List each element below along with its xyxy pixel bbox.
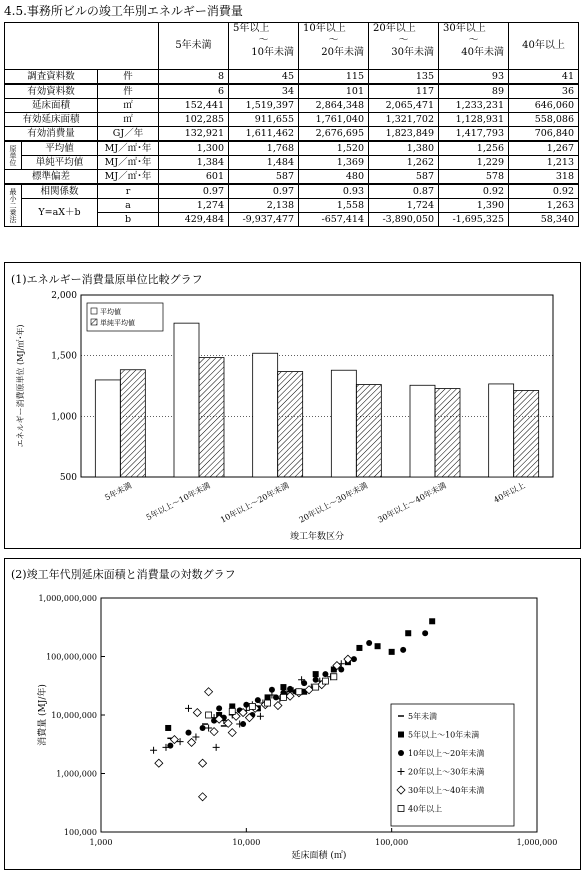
energy-table: [4, 22, 579, 227]
legend-label: 30年以上～40年未満: [408, 786, 485, 795]
value-cell: -1,695,325: [439, 213, 509, 227]
column-header: [299, 23, 369, 70]
column-header-label: 30年以上: [443, 23, 486, 34]
column-header-label: 40年以上: [522, 40, 565, 51]
column-header-label: 10年未満: [251, 47, 294, 58]
column-header: [159, 23, 229, 70]
page-title: 4.5.事務所ビルの竣工年別エネルギー消費量: [4, 4, 243, 18]
legend-label: 10年以上～20年未満: [408, 749, 485, 758]
data-point: [313, 684, 319, 690]
row-unit: GJ／年: [98, 127, 159, 142]
row-group-label: 原単位: [5, 141, 22, 170]
data-point: [422, 630, 428, 636]
value-cell: 93: [439, 70, 509, 85]
legend-label: 平均値: [100, 308, 121, 316]
x-tick-label: 5年以上～10年未満: [144, 480, 212, 523]
value-cell: 1,823,849: [369, 127, 439, 142]
value-cell: 2,138: [229, 199, 299, 213]
column-header-label: 20年未満: [321, 47, 364, 58]
y-tick-label: 1,000,000,000: [38, 594, 97, 603]
bar: [174, 323, 199, 477]
row-label: 有効延床面積: [5, 113, 98, 127]
value-cell: 1,229: [439, 156, 509, 170]
data-point: [206, 712, 212, 718]
value-cell: 58,340: [509, 213, 579, 227]
bar: [199, 358, 224, 477]
y-tick-label: 1,500: [51, 351, 77, 362]
value-cell: -657,414: [299, 213, 369, 227]
value-cell: 1,380: [369, 141, 439, 156]
bar: [95, 380, 120, 477]
column-header-label: 5年以上: [233, 23, 270, 34]
table-row: [5, 170, 579, 185]
scatter-chart: [5, 559, 580, 869]
row-label: 調査資料数: [5, 70, 98, 85]
x-tick-label: 100,000: [375, 838, 409, 847]
data-point: [313, 671, 319, 677]
legend-swatch: [91, 308, 97, 314]
value-cell: 1,267: [509, 141, 579, 156]
value-cell: 1,558: [299, 199, 369, 213]
value-cell: 41: [509, 70, 579, 85]
data-point: [165, 725, 171, 731]
value-cell: 102,285: [159, 113, 229, 127]
data-point: [313, 677, 319, 683]
y-axis-label: 消費量 (MJ/年): [38, 684, 48, 746]
value-cell: 1,484: [229, 156, 299, 170]
column-header-label: 5年未満: [175, 40, 212, 51]
legend-swatch: [91, 319, 97, 325]
value-cell: 8: [159, 70, 229, 85]
value-cell: 480: [299, 170, 369, 185]
chart-title: (2)竣工年代別延床面積と消費量の対数グラフ: [11, 568, 236, 581]
data-point: [229, 708, 235, 714]
data-point: [296, 689, 302, 695]
value-cell: 135: [369, 70, 439, 85]
data-point: [216, 705, 222, 711]
value-cell: 89: [439, 84, 509, 99]
column-header: [229, 23, 299, 70]
y-tick-label: 100,000: [63, 828, 97, 837]
column-header-label: ～: [328, 35, 339, 46]
formula-label: Y=aX＋b: [22, 199, 98, 227]
y-tick-label: 10,000,000: [51, 711, 97, 720]
value-cell: 2,864,348: [299, 99, 369, 113]
value-cell: 587: [229, 170, 299, 185]
column-header: [369, 23, 439, 70]
value-cell: 1,519,397: [229, 99, 299, 113]
table-row: [5, 84, 579, 99]
value-cell: 578: [439, 170, 509, 185]
legend-label: 5年以上～10年未満: [408, 730, 480, 740]
value-cell: -9,937,477: [229, 213, 299, 227]
x-tick-label: 40年以上: [492, 480, 527, 505]
row-label: 平均値: [22, 141, 98, 156]
legend-marker: [398, 806, 404, 812]
data-point: [280, 694, 286, 700]
value-cell: 1,390: [439, 199, 509, 213]
value-cell: 911,655: [229, 113, 299, 127]
legend-label: 単純平均値: [100, 319, 135, 327]
y-tick-label: 100,000,000: [46, 652, 97, 662]
data-point: [429, 618, 435, 624]
row-label: 延床面積: [5, 99, 98, 113]
x-tick-label: 10,000: [232, 838, 261, 847]
value-cell: 429,484: [159, 213, 229, 227]
row-unit: ㎡: [98, 99, 159, 113]
legend-marker: [398, 750, 404, 756]
row-label: 有効資料数: [5, 84, 98, 99]
x-tick-label: 30年以上～40年未満: [376, 480, 448, 525]
bar-chart-panel: [4, 262, 581, 549]
value-cell: 0.92: [439, 184, 509, 199]
y-axis-label: エネルギー消費原単位 (MJ/㎡･年): [16, 324, 25, 448]
column-header: [439, 23, 509, 70]
value-cell: 117: [369, 84, 439, 99]
table-row: [5, 141, 579, 156]
value-cell: 1,611,462: [229, 127, 299, 142]
value-cell: 1,384: [159, 156, 229, 170]
table-row: [5, 184, 579, 199]
column-header-label: 30年未満: [391, 47, 434, 58]
y-tick-label: 500: [59, 473, 77, 483]
row-label: 有効消費量: [5, 127, 98, 142]
bar: [514, 390, 539, 477]
x-tick-label: 5年未満: [103, 480, 134, 503]
row-unit: MJ／㎡･年: [98, 141, 159, 156]
value-cell: 1,417,793: [439, 127, 509, 142]
column-header: [509, 23, 579, 70]
value-cell: 1,262: [369, 156, 439, 170]
table-row: [5, 70, 579, 85]
data-point: [331, 674, 337, 680]
x-tick-label: 1,000,000: [516, 838, 558, 847]
value-cell: 1,321,702: [369, 113, 439, 127]
column-header-label: 40年未満: [461, 47, 504, 58]
column-header-label: ～: [258, 35, 269, 46]
value-cell: 1,213: [509, 156, 579, 170]
data-point: [200, 725, 206, 731]
bar: [489, 384, 514, 477]
bar: [410, 385, 435, 477]
header-blank: [5, 23, 159, 70]
value-cell: 1,128,931: [439, 113, 509, 127]
value-cell: 36: [509, 84, 579, 99]
value-cell: 706,840: [509, 127, 579, 142]
value-cell: 1,233,231: [439, 99, 509, 113]
legend-label: 40年以上: [408, 804, 443, 814]
x-axis-label: 竣工年数区分: [289, 532, 345, 542]
data-point: [356, 645, 362, 651]
bar: [253, 353, 278, 477]
legend-label: 20年以上～30年未満: [408, 767, 485, 777]
row-label: 単純平均値: [22, 156, 98, 170]
value-cell: 115: [299, 70, 369, 85]
data-point: [249, 703, 255, 709]
row-unit: a: [98, 199, 159, 213]
value-cell: 587: [369, 170, 439, 185]
y-tick-label: 1,000: [51, 412, 77, 423]
data-point: [322, 671, 328, 677]
legend-marker: [398, 732, 404, 738]
value-cell: 558,086: [509, 113, 579, 127]
bar: [435, 389, 460, 477]
row-unit: r: [98, 184, 159, 199]
x-tick-label: 20年以上～30年未満: [297, 480, 370, 525]
data-point: [280, 684, 286, 690]
row-group-label: 最小二乗法: [5, 184, 22, 227]
value-cell: 6: [159, 84, 229, 99]
row-unit: b: [98, 213, 159, 227]
value-cell: 0.93: [299, 184, 369, 199]
data-point: [400, 647, 406, 653]
data-point: [185, 730, 191, 736]
value-cell: 646,060: [509, 99, 579, 113]
data-point: [265, 700, 271, 706]
row-unit: 件: [98, 70, 159, 85]
value-cell: 152,441: [159, 99, 229, 113]
value-cell: 601: [159, 170, 229, 185]
value-cell: 1,274: [159, 199, 229, 213]
row-label: 相関係数: [22, 184, 98, 199]
scatter-chart-panel: [4, 558, 581, 870]
row-unit: 件: [98, 84, 159, 99]
data-point: [389, 649, 395, 655]
data-point: [255, 697, 261, 703]
value-cell: 0.97: [229, 184, 299, 199]
y-tick-label: 2,000: [51, 291, 77, 301]
x-tick-label: 1,000: [89, 838, 113, 847]
value-cell: 1,520: [299, 141, 369, 156]
data-point: [366, 640, 372, 646]
data-point: [375, 643, 381, 649]
bar: [278, 372, 303, 477]
chart-title: (1)エネルギー消費量原単位比較グラフ: [11, 273, 203, 286]
value-cell: 1,768: [229, 141, 299, 156]
value-cell: 34: [229, 84, 299, 99]
table-row: [5, 199, 579, 213]
value-cell: 132,921: [159, 127, 229, 142]
value-cell: 1,300: [159, 141, 229, 156]
row-unit: MJ／㎡･年: [98, 156, 159, 170]
table-row: [5, 156, 579, 170]
data-point: [322, 678, 328, 684]
bar: [331, 370, 356, 477]
bar: [120, 370, 145, 477]
value-cell: 1,761,040: [299, 113, 369, 127]
value-cell: -3,890,050: [369, 213, 439, 227]
value-cell: 1,256: [439, 141, 509, 156]
data-point: [243, 702, 249, 708]
legend-label: 5年未満: [408, 712, 438, 721]
column-header-label: 20年以上: [373, 23, 416, 34]
value-cell: 1,724: [369, 199, 439, 213]
value-cell: 1,369: [299, 156, 369, 170]
value-cell: 0.97: [159, 184, 229, 199]
data-point: [405, 630, 411, 636]
table-row: [5, 113, 579, 127]
value-cell: 0.92: [509, 184, 579, 199]
x-axis-label: 延床面積 (㎡): [291, 851, 347, 861]
value-cell: 101: [299, 84, 369, 99]
value-cell: 318: [509, 170, 579, 185]
column-header-label: 10年以上: [303, 23, 346, 34]
row-unit: MJ／㎡･年: [98, 170, 159, 185]
column-header-label: ～: [398, 35, 409, 46]
bar: [356, 385, 381, 477]
row-unit: ㎡: [98, 113, 159, 127]
table-row: [5, 99, 579, 113]
value-cell: 2,676,695: [299, 127, 369, 142]
bar-chart: [5, 263, 580, 548]
x-tick-label: 10年以上～20年未満: [218, 480, 291, 525]
row-label: 標準偏差: [5, 170, 98, 185]
value-cell: 0.87: [369, 184, 439, 199]
table-row: [5, 127, 579, 142]
column-header-label: ～: [468, 35, 479, 46]
y-tick-label: 1,000,000: [56, 769, 97, 779]
value-cell: 2,065,471: [369, 99, 439, 113]
value-cell: 45: [229, 70, 299, 85]
value-cell: 1,263: [509, 199, 579, 213]
